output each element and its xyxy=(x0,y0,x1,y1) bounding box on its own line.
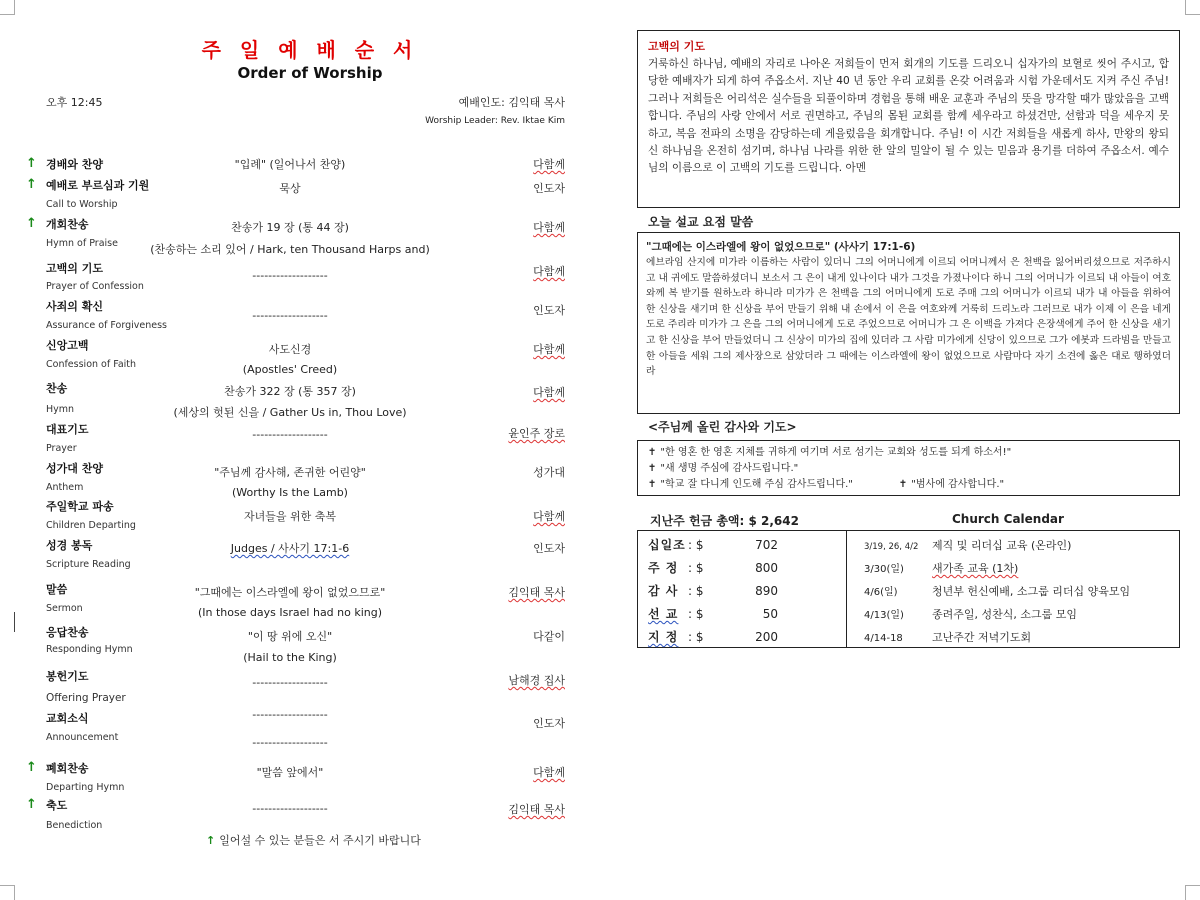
worship-leader-english: Worship Leader: Rev. Iktae Kim xyxy=(425,116,565,126)
order-item-leader: 다같이 xyxy=(533,630,565,643)
worship-leader-korean: 예배인도: 김익태 목사 xyxy=(458,96,565,109)
order-item-desc: "이 땅 위에 오신" xyxy=(247,630,333,643)
cross-icon: ✝ xyxy=(648,479,657,490)
order-item-english: Departing Hymn xyxy=(46,782,125,793)
cross-icon: ✝ xyxy=(898,479,908,490)
order-item-leader: 다함께 xyxy=(533,343,565,356)
offering-amount: 50 xyxy=(762,607,778,621)
sermon-section-title: 오늘 설교 요점 말씀 xyxy=(648,215,754,229)
order-item-english: Anthem xyxy=(46,482,84,493)
offering-currency: : $ xyxy=(688,630,704,644)
order-item-leader: 다함께 xyxy=(533,265,565,278)
order-item-title: 고백의 기도 xyxy=(46,262,103,275)
order-item-title: 교회소식 xyxy=(46,712,89,725)
order-item-desc-sub: ------------------- xyxy=(252,736,328,749)
order-item-leader: 성가대 xyxy=(533,466,565,479)
order-item-title: 봉헌기도 xyxy=(46,670,89,683)
order-item-leader: 다함께 xyxy=(533,766,565,779)
thanks-item-text: "새 생명 주심에 감사드립니다." xyxy=(660,463,799,474)
order-item-leader: 다함께 xyxy=(533,221,565,234)
thanks-item xyxy=(648,445,1169,461)
calendar-date: 4/6(일) xyxy=(864,587,898,598)
stand-arrow-icon: ↑ xyxy=(26,177,37,192)
offering-amount: 200 xyxy=(755,630,778,644)
stand-arrow-icon: ↑ xyxy=(26,216,37,231)
order-item-title: 찬송 xyxy=(46,382,68,395)
order-item-desc: ------------------- xyxy=(252,708,328,721)
order-item-desc-sub: (세상의 헛된 신을 / Gather Us in, Thou Love) xyxy=(173,406,407,419)
sermon-summary-box xyxy=(637,232,1180,414)
order-item-leader: 인도자 xyxy=(533,542,565,555)
thanks-section-title: <주님께 올린 감사와 기도> xyxy=(648,420,797,434)
calendar-date: 4/13(일) xyxy=(864,610,904,621)
calendar-event: 제직 및 리더십 교육 (온라인) xyxy=(932,539,1072,552)
order-item-title: 응답찬송 xyxy=(46,626,89,639)
offering-total-title: 지난주 헌금 총액: $ 2,642 xyxy=(650,514,799,528)
order-item-english: Hymn xyxy=(46,404,75,415)
page-corner-mark xyxy=(0,0,15,15)
offering-currency: : $ xyxy=(688,561,704,575)
thanks-item-text: "범사에 감사합니다." xyxy=(911,479,1005,490)
order-item-english: Prayer xyxy=(46,443,77,454)
order-item-leader: 인도자 xyxy=(533,182,565,195)
order-item-english: Children Departing xyxy=(46,520,136,531)
order-item-english: Benediction xyxy=(46,820,103,831)
order-item-english: Assurance of Forgiveness xyxy=(46,320,168,331)
thanks-item xyxy=(648,477,1169,493)
offering-category: 십일조 xyxy=(648,538,686,552)
cross-icon: ✝ xyxy=(648,463,657,474)
text-cursor xyxy=(14,612,15,632)
thanks-item-text: "한 영혼 한 영혼 지체를 귀하게 여기며 서로 섬기는 교회와 성도를 되게 하소서!" xyxy=(660,447,1012,458)
offering-category: 선 교 xyxy=(648,607,679,621)
calendar-date: 3/19, 26, 4/2 xyxy=(864,542,919,552)
order-item-english: Scripture Reading xyxy=(46,559,131,570)
order-item-leader: 인도자 xyxy=(533,717,565,730)
order-item-english: Prayer of Confession xyxy=(46,281,144,292)
stand-arrow-icon: ↑ xyxy=(206,834,216,847)
order-item-desc: ------------------- xyxy=(252,269,328,282)
order-item-title: 주일학교 파송 xyxy=(46,500,114,513)
thanks-item xyxy=(648,461,1169,477)
offering-row xyxy=(648,559,778,576)
offering-category: 감 사 xyxy=(648,584,679,598)
order-item-english: Offering Prayer xyxy=(46,692,126,704)
order-item-english: Call to Worship xyxy=(46,199,118,210)
thanks-item-text: "학교 잘 다니게 인도해 주심 감사드립니다." xyxy=(660,479,853,490)
bulletin-title-korean: 주 일 예 배 순 서 xyxy=(201,38,419,62)
standing-note xyxy=(206,832,421,848)
thanks-box xyxy=(637,440,1180,496)
order-item-desc: "그때에는 이스라엘에 왕이 없었으므로" xyxy=(194,586,386,599)
order-item-title: 말씀 xyxy=(46,583,68,596)
order-item-desc-sub: (In those days Israel had no king) xyxy=(197,606,383,619)
service-time: 오후 12:45 xyxy=(46,96,103,109)
order-item-title: 성가대 찬양 xyxy=(46,462,103,475)
order-item-desc: ------------------- xyxy=(252,802,328,815)
offering-category: 주 정 xyxy=(648,561,679,575)
order-item-english: Responding Hymn xyxy=(46,644,133,655)
order-item-desc: 찬송가 322 장 (통 357 장) xyxy=(224,385,356,398)
order-item-leader: 김익태 목사 xyxy=(508,586,565,599)
sermon-heading: "그때에는 이스라엘에 왕이 없었으므로" (사사기 17:1-6) xyxy=(646,241,916,253)
calendar-event: 새가족 교육 (1차) xyxy=(932,562,1019,575)
order-item-title: 개회찬송 xyxy=(46,218,89,231)
cross-icon: ✝ xyxy=(648,447,657,458)
table-divider xyxy=(846,531,847,647)
order-item-desc-sub: (찬송하는 소리 있어 / Hark, ten Thousand Harps and) xyxy=(150,243,430,256)
stand-arrow-icon: ↑ xyxy=(26,797,37,812)
order-item-desc: ------------------- xyxy=(252,676,328,689)
stand-arrow-icon: ↑ xyxy=(26,156,37,171)
order-item-title: 축도 xyxy=(46,799,68,812)
page-corner-mark xyxy=(1185,0,1200,15)
offering-calendar-table xyxy=(637,530,1180,648)
order-item-desc: 자녀들을 위한 축복 xyxy=(243,510,336,523)
order-item-desc: "입례" (일어나서 찬양) xyxy=(234,158,346,171)
page-corner-mark xyxy=(0,885,15,900)
order-item-title: 경배와 찬양 xyxy=(46,158,103,171)
order-item-desc: "주님께 감사해, 존귀한 어린양" xyxy=(214,466,366,479)
offering-currency: : $ xyxy=(688,584,704,598)
offering-amount: 702 xyxy=(755,538,778,552)
order-item-leader: 다함께 xyxy=(533,510,565,523)
order-item-desc-sub: (Worthy Is the Lamb) xyxy=(232,486,348,499)
confession-text: 거룩하신 하나님, 예배의 자리로 나아온 저희들이 먼저 회개의 기도를 드리오니 십자가의 보혈로 씻어 주시고, 합당한 예배자가 되게 하여 주옵소서. 지난 40 년 동안 우리 교회를 온갖 어려움과 시험 가운데서도 지켜 주신 주님! 그러나 저희들은 어리석은 실수들을 되풀이하며 경험을 통해 배운 교훈과 주님의 뜻을 망각할 때가 많았음을 고백합니다. 주님의 사랑 안에서 서로 권면하고, 주님의 몸된 교회를 함께 세우라고 하셨건만, 선함과 덕을 세우지 못하고, 복음 전파의 소명을 감당하는데 게을렀음을 회개합니다. 주님! 이 시간 저희들을 새롭게 하사, 만왕의 왕되신 하나님을 온전히 섬기며, 하나님 나라를 위한 한 알의 밀알이 될 수 있는 믿음과 용기를 더하여 주옵소서. 예수님의 이름으로 이 고백의 기도를 드립니다. 아멘 xyxy=(648,58,1169,175)
calendar-event: 청년부 헌신예배, 소그룹 리더십 양육모임 xyxy=(932,585,1131,598)
offering-amount: 800 xyxy=(755,561,778,575)
order-item-leader: 윤인주 장로 xyxy=(508,427,565,440)
offering-currency: : $ xyxy=(688,538,704,552)
calendar-row xyxy=(864,629,1031,645)
order-item-desc: 사도신경 xyxy=(268,343,312,356)
order-item-leader: 다함께 xyxy=(533,386,565,399)
order-item-desc: ------------------- xyxy=(252,309,328,322)
order-item-desc: ------------------- xyxy=(252,428,328,441)
order-item-english: Confession of Faith xyxy=(46,359,137,370)
stand-arrow-icon: ↑ xyxy=(26,760,37,775)
calendar-event: 종려주일, 성찬식, 소그룹 모임 xyxy=(932,608,1077,621)
order-item-title: 사죄의 확신 xyxy=(46,300,103,313)
offering-row xyxy=(648,536,778,553)
offering-row xyxy=(648,628,778,645)
page-corner-mark xyxy=(1185,885,1200,900)
order-item-english: Announcement xyxy=(46,732,119,743)
order-item-desc: "말씀 앞에서" xyxy=(256,766,324,779)
order-item-english: Hymn of Praise xyxy=(46,238,118,249)
order-item-desc: 찬송가 19 장 (통 44 장) xyxy=(231,221,349,234)
offering-category: 지 정 xyxy=(648,630,679,644)
calendar-row xyxy=(864,583,1130,599)
calendar-date: 4/14-18 xyxy=(864,633,903,644)
bulletin-title-english: Order of Worship xyxy=(237,64,383,82)
order-item-desc-sub: (Apostles' Creed) xyxy=(242,363,338,376)
calendar-row xyxy=(864,560,1018,576)
calendar-row xyxy=(864,537,1071,553)
order-item-leader: 김익태 목사 xyxy=(508,803,565,816)
confession-heading: 고백의 기도 xyxy=(648,40,705,53)
sermon-text: 에브라임 산지에 미가라 이름하는 사람이 있더니 그의 어머니에게 이르되 어머니께서 은 천백을 잃어버리셨으므로 저주하시고 내 귀에도 말씀하셨더니 보소서 그 은이 내게 있나이다 내가 그것을 가졌나이다 하니 그의 어머니가 이르되 내 아들이 여호와께 복 받기를 원하노라 하니라 미가가 은 천백을 그의 어머니에게 도로 주매 그의 어머니가 이르되 내가 내 아들을 위하여 한 신상을 새기며 한 신상을 부어 만들기 위해 내 손에서 이 은을 여호와께 거룩히 드리노라 그러므로 내가 이제 이 은을 네게 도로 주리라 미가가 그 은을 그의 어머니에게 도로 주었으므로 어머니가 그 은 이백을 가져다 은장색에게 주어 한 신상을 새기고 한 신상을 부어 만들었더니 그 신상이 미가의 집에 있더라 그 사람 미가에게 신당이 있으므로 그가 에봇과 드라빔을 만들고 한 아들을 세워 그의 제사장으로 삼았더라 그 때에는 이스라엘에 왕이 없었으므로 사람마다 자기 소견에 옳은 대로 행하였더라 xyxy=(646,257,1171,378)
order-item-desc: 묵상 xyxy=(279,182,301,195)
order-item-english: Sermon xyxy=(46,603,83,614)
offering-row xyxy=(648,605,778,622)
order-item-title: 성경 봉독 xyxy=(46,539,93,552)
calendar-event: 고난주간 저녁기도회 xyxy=(932,631,1032,644)
offering-amount: 890 xyxy=(755,584,778,598)
order-item-leader: 다함께 xyxy=(533,158,565,171)
offering-row xyxy=(648,582,778,599)
calendar-date: 3/30(일) xyxy=(864,564,904,575)
order-item-title: 신앙고백 xyxy=(46,339,89,352)
order-item-title: 폐회찬송 xyxy=(46,762,89,775)
calendar-title: Church Calendar xyxy=(952,512,1064,526)
order-item-leader: 인도자 xyxy=(533,304,565,317)
order-item-title: 예배로 부르심과 기원 xyxy=(46,179,150,192)
order-item-title: 대표기도 xyxy=(46,423,89,436)
order-item-desc-sub: (Hail to the King) xyxy=(243,651,337,664)
standing-note-text: 일어설 수 있는 분들은 서 주시기 바랍니다 xyxy=(219,834,421,847)
confession-prayer-box xyxy=(637,30,1180,208)
order-item-desc: Judges / 사사기 17:1-6 xyxy=(230,542,350,555)
calendar-row xyxy=(864,606,1077,622)
offering-currency: : $ xyxy=(688,607,704,621)
order-item-leader: 남해경 집사 xyxy=(508,674,565,687)
